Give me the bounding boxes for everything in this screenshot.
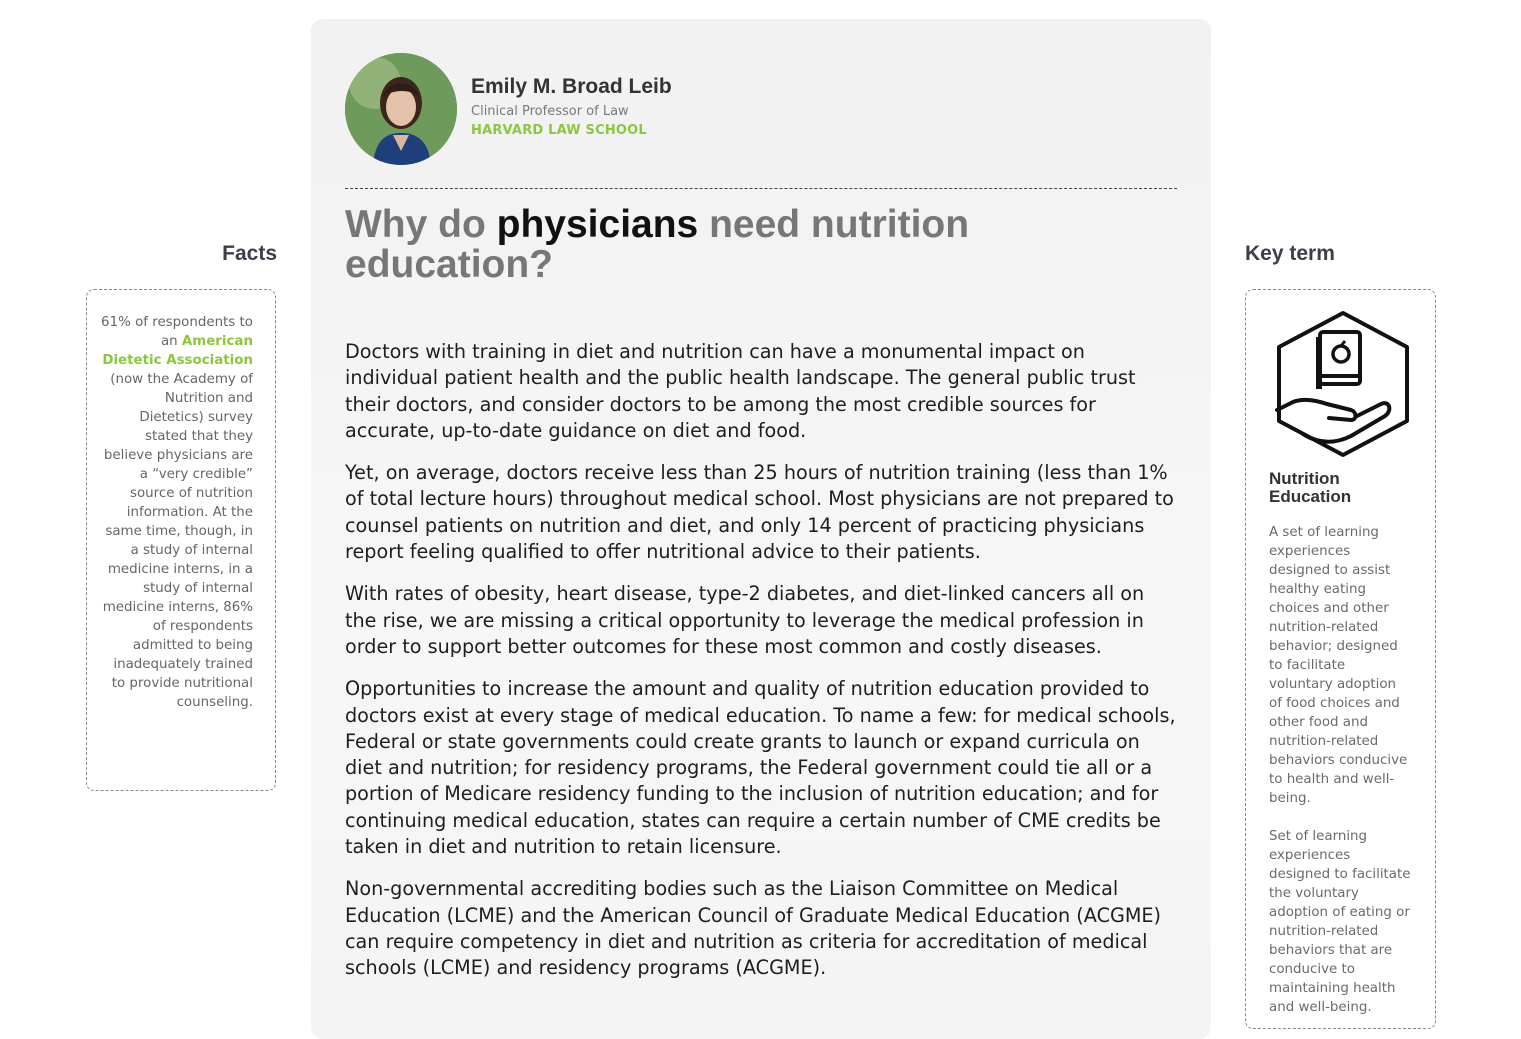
article-body [345, 339, 1177, 998]
key-term-box [1245, 289, 1436, 1029]
body-paragraph: Doctors with training in diet and nutrition can have a monumental impact on individual patient health and the public health landscape. The general public trust their doctors, and consider doctors to be among the most credible sources for accurate, up-to-date guidance on diet and food. [345, 340, 1136, 442]
facts-text-before: 61% of respondents to an [101, 315, 253, 349]
key-term-definition: Set of learning experiences designed to facilitate the voluntary adoption of eating or nutrition-related behaviors that are conducive to maintaining health and well-being. [1269, 829, 1411, 1015]
body-paragraph: With rates of obesity, heart disease, type-2 diabetes, and diet-linked cancers all on the rise, we are missing a critical opportunity to leverage the medical profession in order to support better outcomes for these most common and costly diseases. [345, 582, 1145, 658]
headline-pre: Why do [345, 203, 497, 246]
author-organization: HARVARD LAW SCHOOL [471, 122, 647, 138]
key-term-title: Key term [1245, 242, 1335, 265]
article-headline [345, 205, 1175, 285]
header-divider [345, 188, 1177, 189]
headline-post: need nutrition education? [345, 203, 970, 286]
hand-holding-book-icon [1273, 310, 1413, 458]
body-paragraph: Opportunities to increase the amount and quality of nutrition education provided to doctors exist at every stage of medical education. To name a few: for medical schools, Federal or state governments could create grants to launch or expand curricula on diet and nutrition; for residency programs, the Federal government could tie all or a portion of Medicare residency funding to the inclusion of nutrition education; and for continuing medical education, states can require a certain number of CME credits be taken in diet and nutrition to retain licensure. [345, 677, 1176, 859]
facts-title: Facts [222, 242, 277, 265]
key-term-definition: A set of learning experiences designed to assist healthy eating choices and other nutrition-related behavior; designed to facilitate voluntary adoption of food choices and other food and nutrition-related behaviors conducive to health and well-being. [1269, 525, 1408, 806]
body-paragraph: Non-governmental accrediting bodies such as the Liaison Committee on Medical Education (LCME) and the American Council of Graduate Medical Education (ACGME) can require competency in diet and nutrition as criteria for accreditation of medical schools (LCME) and residency programs (ACGME). [345, 877, 1161, 980]
author-name: Emily M. Broad Leib [471, 74, 672, 98]
facts-highlight: American Dietetic Association [102, 334, 253, 368]
author-avatar [345, 53, 457, 165]
author-block [345, 53, 672, 165]
facts-box [86, 289, 276, 791]
facts-text-after: (now the Academy of Nutrition and Dietetics) survey stated that they believe physicians are a “very credible” source of nutrition information. At the same time, though, in a study of internal medicine interns, in a study of internal medicine interns, 86% of respondents admitted to being inadequately trained to provide nutritional counseling. [102, 372, 253, 710]
author-role: Clinical Professor of Law [471, 103, 629, 119]
headline-highlight: physicians [496, 203, 699, 246]
body-paragraph: Yet, on average, doctors receive less than 25 hours of nutrition training (less than 1% of total lecture hours) throughout medical school. Most physicians are not prepared to counsel patients on nutrition and diet, and only 14 percent of practicing physicians report feeling qualified to offer nutritional advice to their patients. [345, 461, 1174, 564]
key-term-name: Nutrition Education [1269, 469, 1352, 506]
